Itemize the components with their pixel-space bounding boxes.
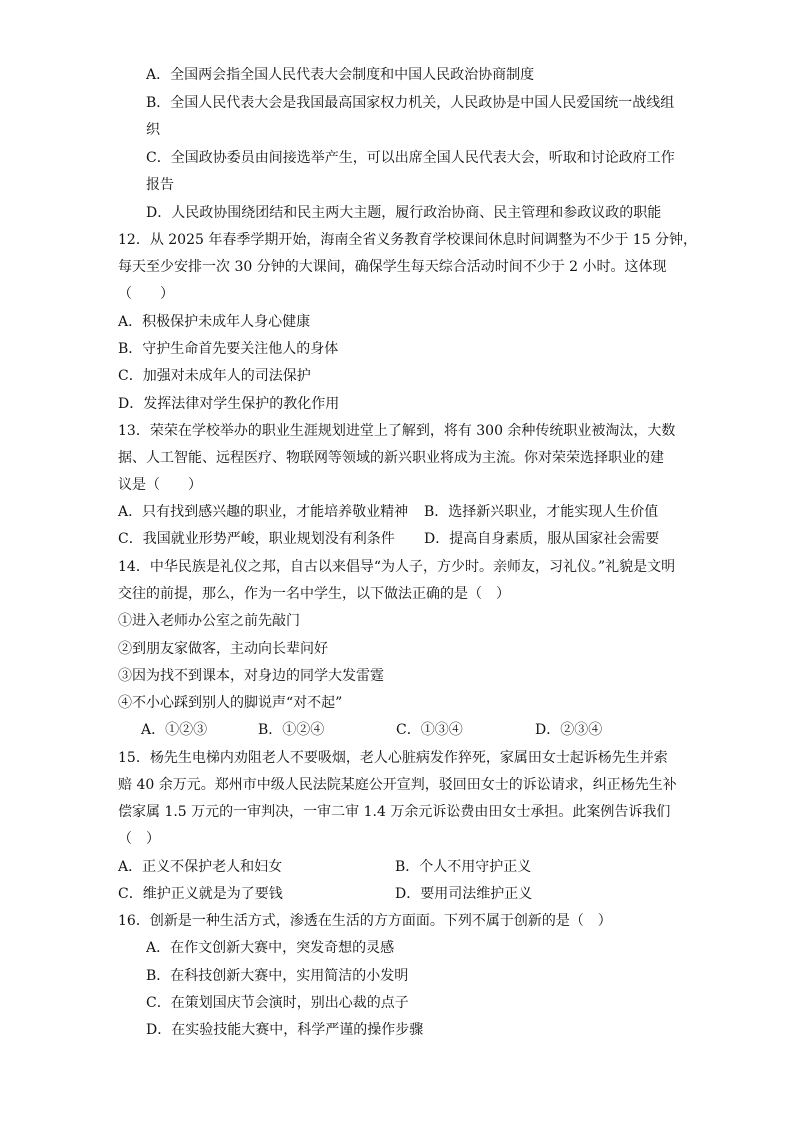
q11-option-d: D．人民政协围绕团结和民主两大主题，履行政治协商、民主管理和参政议政的职能	[146, 205, 662, 221]
q12-option-a: A．积极保护未成年人身心健康	[118, 314, 311, 330]
q15-stem-line1: 15．杨先生电梯内劝阻老人不要吸烟，老人心脏病发作猝死，家属田女士起诉杨先生并索	[118, 750, 668, 766]
q14-option-a: A．①②③	[141, 722, 208, 738]
q16-option-a: A．在作文创新大赛中，突发奇想的灵感	[146, 940, 395, 956]
q14-item-1: ①进入老师办公室之前先敲门	[118, 613, 300, 629]
q14-stem-line1: 14．中华民族是礼仪之邦，自古以来倡导“为人子，方少时。亲师友，习礼仪。”礼貌是文明	[118, 559, 676, 575]
q11-option-a: A．全国两会指全国人民代表大会制度和中国人民政治协商制度	[146, 67, 535, 83]
q15-options-row2	[118, 885, 678, 903]
q13-stem-line2: 据、人工智能、远程医疗、物联网等领域的新兴职业将成为主流。你对荣荣选择职业的建	[118, 450, 664, 466]
q13-option-d: D．提高自身素质，服从国家社会需要	[424, 531, 660, 547]
q12-option-c: C．加强对未成年人的司法保护	[118, 368, 311, 384]
q16-option-d: D．在实验技能大赛中，科学严谨的操作步骤	[146, 1022, 424, 1038]
q12-stem-line2: 每天至少安排一次 30 分钟的大课间，确保学生每天综合活动时间不少于 2 小时。这体现	[118, 259, 667, 275]
q11-option-c-line2: 报告	[146, 177, 174, 193]
q12-option-b: B．守护生命首先要关注他人的身体	[118, 341, 339, 357]
q15-option-c: C．维护正义就是为了要钱	[118, 886, 283, 902]
q13-option-b: B．选择新兴职业，才能实现人生价值	[424, 504, 659, 520]
q14-option-c: C．①③④	[396, 722, 463, 738]
q14-option-b: B．①②④	[258, 722, 325, 738]
q12-stem-line1: 12．从 2025 年春季学期开始，海南全省义务教育学校课间休息时间调整为不少于 15 分钟，	[118, 232, 698, 248]
q15-options-row1	[118, 858, 678, 876]
q15-stem-line4: （ ）	[118, 831, 160, 847]
q13-option-c: C．我国就业形势严峻，职业规划没有利条件	[118, 531, 395, 547]
q14-item-2: ②到朋友家做客，主动向长辈问好	[118, 641, 328, 657]
q14-option-d: D．②③④	[535, 722, 603, 738]
q14-options-row	[141, 721, 621, 739]
q14-stem-line2: 交往的前提，那么，作为一名中学生，以下做法正确的是（ ）	[118, 586, 510, 602]
q11-option-c-line1: C．全国政协委员由间接选举产生，可以出席全国人民代表大会，听取和讨论政府工作	[146, 150, 675, 166]
q14-item-3: ③因为找不到课本，对身边的同学大发雷霆	[118, 668, 384, 684]
q13-stem-line3: 议是（ ）	[118, 477, 202, 493]
q12-stem-line3: （ ）	[118, 286, 174, 302]
q14-item-4: ④不小心踩到别人的脚说声“对不起”	[118, 695, 343, 711]
q13-option-a: A．只有找到感兴趣的职业，才能培养敬业精神	[118, 504, 409, 520]
q13-options-row2	[118, 530, 678, 548]
q15-stem-line3: 偿家属 1.5 万元的一审判决，一审二审 1.4 万余元诉讼费由田女士承担。此案例告诉我们	[118, 804, 671, 820]
q15-option-a: A．正义不保护老人和妇女	[118, 859, 283, 875]
q15-option-d: D．要用司法维护正义	[395, 886, 533, 902]
q13-stem-line1: 13．荣荣在学校举办的职业生涯规划进堂上了解到，将有 300 余种传统职业被淘汰，大数	[118, 423, 676, 439]
q11-option-b-line1: B．全国人民代表大会是我国最高国家权力机关，人民政协是中国人民爱国统一战线组	[146, 95, 675, 111]
q15-option-b: B．个人不用守护正义	[395, 859, 532, 875]
q11-option-b-line2: 织	[146, 122, 160, 138]
q13-options-row1	[118, 503, 678, 521]
q15-stem-line2: 赔 40 余万元。郑州市中级人民法院某庭公开宣判，驳回田女士的诉讼请求，纠正杨先生补	[118, 777, 677, 793]
q16-stem-line1: 16．创新是一种生活方式，渗透在生活的方方面面。下列不属于创新的是（ ）	[118, 913, 612, 929]
q16-option-c: C．在策划国庆节会演时，别出心裁的点子	[146, 995, 409, 1011]
q16-option-b: B．在科技创新大赛中，实用简洁的小发明	[146, 968, 409, 984]
q12-option-d: D．发挥法律对学生保护的教化作用	[118, 396, 340, 412]
